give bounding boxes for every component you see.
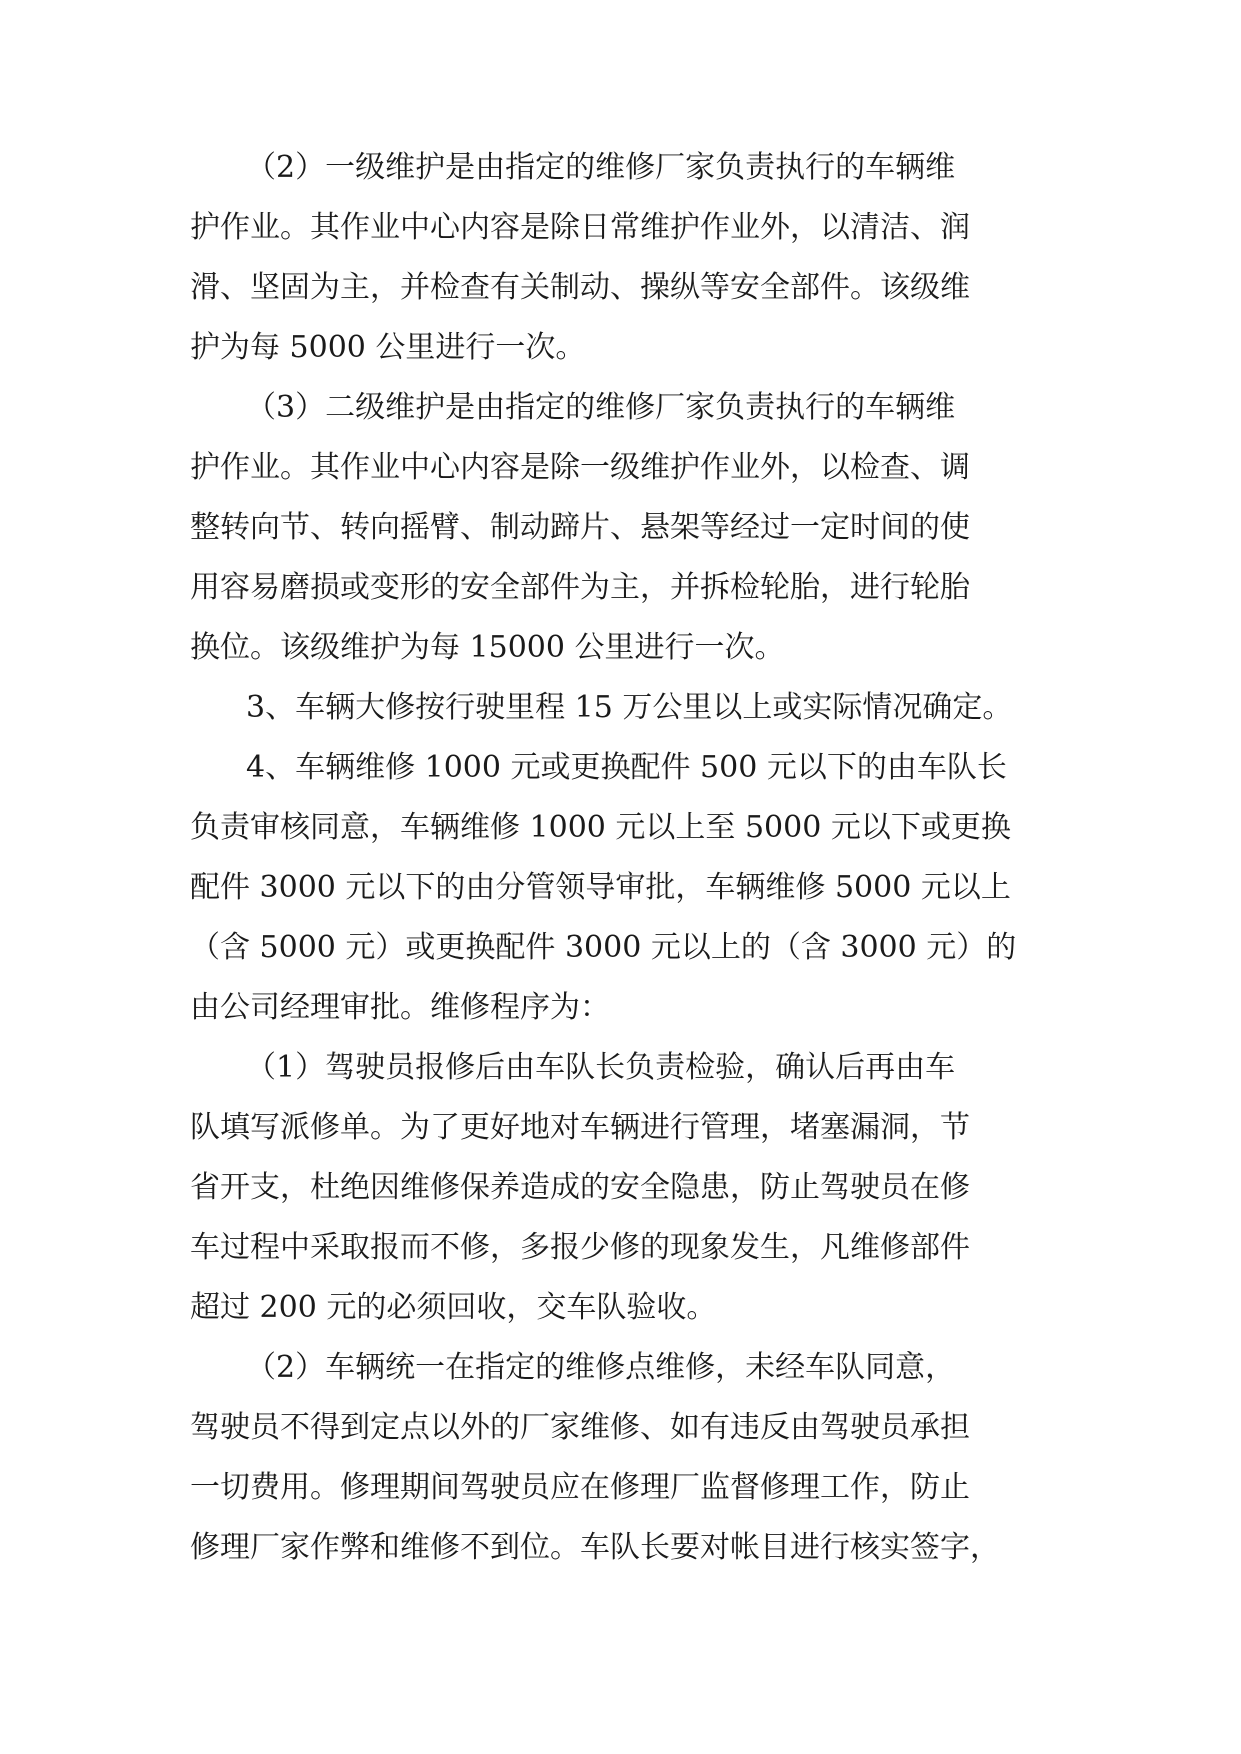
text-line: 滑、坚固为主，并检查有关制动、操纵等安全部件。该级维 [190, 270, 970, 305]
text-line: （3）二级维护是由指定的维修厂家负责执行的车辆维 [246, 390, 956, 425]
text-line: （2）车辆统一在指定的维修点维修，未经车队同意， [246, 1350, 956, 1385]
text-line: 换位。该级维护为每 15000 公里进行一次。 [190, 630, 785, 665]
text-line: 用容易磨损或变形的安全部件为主，并拆检轮胎，进行轮胎 [190, 570, 970, 605]
text-line: 3、车辆大修按行驶里程 15 万公里以上或实际情况确定。 [246, 690, 1013, 725]
text-line: 护作业。其作业中心内容是除日常维护作业外，以清洁、润 [190, 210, 970, 245]
text-line: 整转向节、转向摇臂、制动蹄片、悬架等经过一定时间的使 [190, 510, 970, 545]
text-line: 配件 3000 元以下的由分管领导审批，车辆维修 5000 元以上 [190, 870, 1011, 905]
text-line: （含 5000 元）或更换配件 3000 元以上的（含 3000 元）的 [190, 930, 1017, 965]
text-line: 车过程中采取报而不修，多报少修的现象发生，凡维修部件 [190, 1230, 970, 1265]
text-line: （1）驾驶员报修后由车队长负责检验，确认后再由车 [246, 1050, 956, 1085]
text-line: 由公司经理审批。维修程序为： [190, 990, 610, 1025]
text-line: 超过 200 元的必须回收，交车队验收。 [190, 1290, 717, 1325]
text-line: 负责审核同意，车辆维修 1000 元以上至 5000 元以下或更换 [190, 810, 1011, 845]
text-line: 省开支，杜绝因维修保养造成的安全隐患，防止驾驶员在修 [190, 1170, 970, 1205]
text-line: 驾驶员不得到定点以外的厂家维修、如有违反由驾驶员承担 [190, 1410, 970, 1445]
text-line: 一切费用。修理期间驾驶员应在修理厂监督修理工作，防止 [190, 1470, 970, 1505]
text-line: 护为每 5000 公里进行一次。 [190, 330, 586, 365]
text-line: 队填写派修单。为了更好地对车辆进行管理，堵塞漏洞，节 [190, 1110, 970, 1145]
text-line: 4、车辆维修 1000 元或更换配件 500 元以下的由车队长 [246, 750, 1007, 785]
text-line: 修理厂家作弊和维修不到位。车队长要对帐目进行核实签字， [190, 1530, 1000, 1565]
text-line: （2）一级维护是由指定的维修厂家负责执行的车辆维 [246, 150, 956, 185]
text-line: 护作业。其作业中心内容是除一级维护作业外，以检查、调 [190, 450, 970, 485]
